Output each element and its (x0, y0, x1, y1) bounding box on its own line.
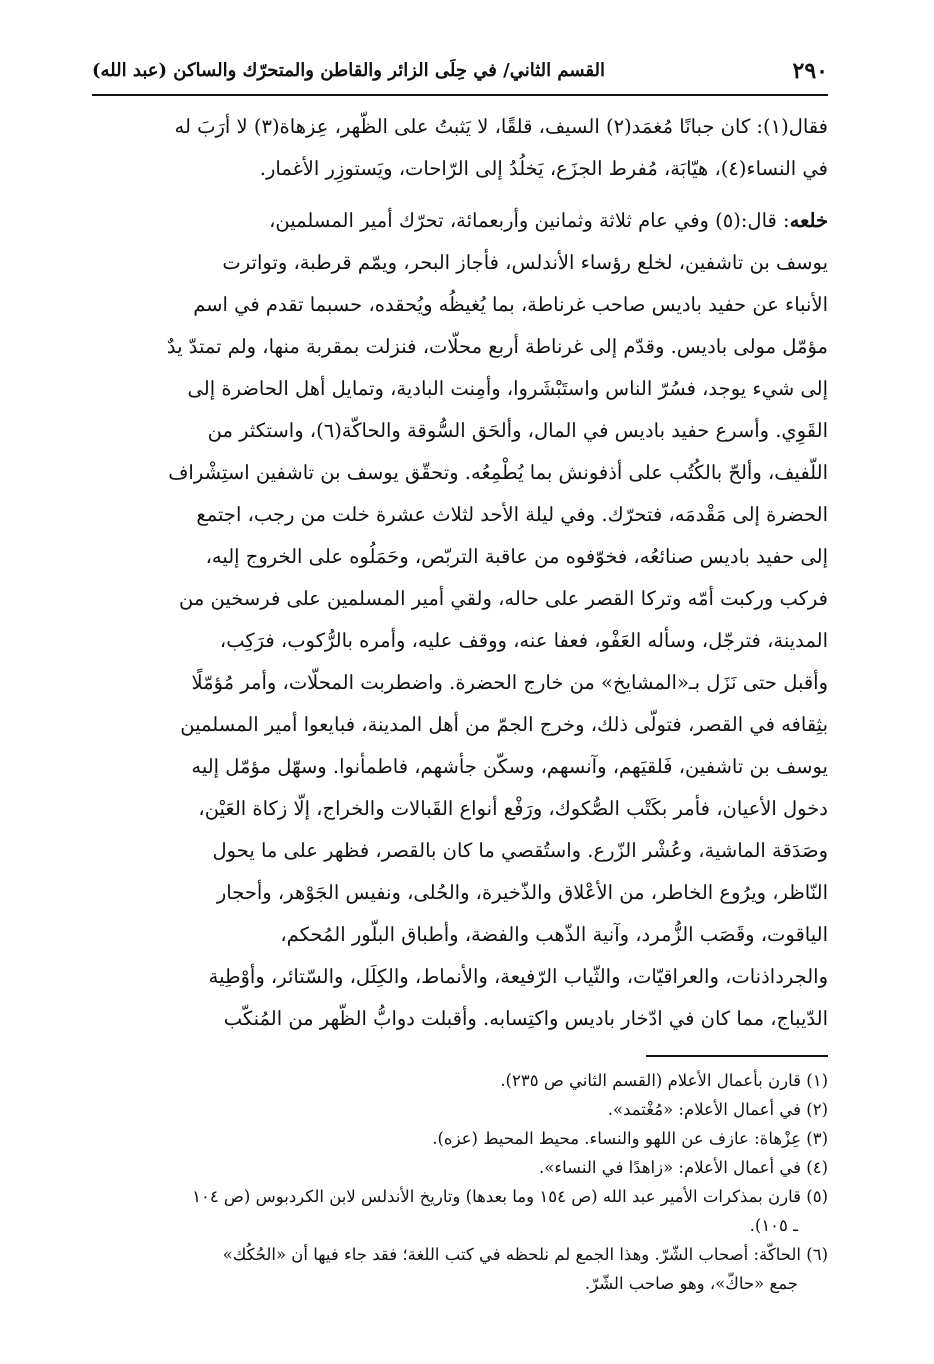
lead-line-rest: : قال:(٥) وفي عام ثلاثة وثمانين وأربعمائة، تحرّك أمير المسلمين، (269, 209, 790, 232)
header-rule (92, 94, 828, 96)
text-line: وصَدَقة الماشية، وعُشْر الزّرع. واستُقصي ما كان بالقصر، فظهر على ما يحول (212, 839, 828, 862)
text-line: فقال(١): كان جبانًا مُغمَد(٢) السيف، قلقًا، لا يَثبتُ على الظّهر، عِزهاة(٣) لا أرَبَ له (174, 115, 828, 138)
footnote-3 (92, 1124, 828, 1153)
footnote-4 (92, 1153, 828, 1182)
footnote-5 (92, 1182, 828, 1240)
footnote-line: (١) قارن بأعمال الأعلام (القسم الثاني ص ٢٣٥). (500, 1071, 828, 1090)
paragraph-gap (92, 190, 828, 200)
footnote-line: (٤) في أعمال الأعلام: «زاهدًا في النساء». (539, 1158, 828, 1177)
section-lead-word: خلعه (789, 209, 828, 232)
paragraph-2 (92, 200, 828, 1040)
text-line: إلى شيء يوجد، فسُرّ الناس واستَبْشَروا، وأمِنت البادية، وتمايل أهل الحاضرة إلى (187, 377, 828, 400)
page-number: ٢٩٠ (792, 58, 828, 84)
footnote-line: جمع «حاكّ»، وهو صاحب الشّرّ. (584, 1274, 798, 1293)
text-line: القَوِي. وأسرع حفيد باديس في المال، وألحَق السُّوقة والحاكّة(٦)، واستكثر من (207, 419, 828, 442)
text-line: المدينة، فترجّل، وسأله العَفْو، فعفا عنه، ووقف عليه، وأمره بالرُّكوب، فرَكِب، (219, 629, 828, 652)
text-line: وأقبل حتى نَزَل بـ«المشايخ» من خارج الحضرة. واضطربت المحلّات، وأمر مُؤمّلًا (191, 671, 828, 694)
text-line: النّاظر، ويرُوع الخاطر، من الأعْلاق والذّخيرة، والحُلى، ونفيس الجَوْهر، وأحجار (216, 881, 828, 904)
footnote-line: (٢) في أعمال الأعلام: «مُغْتمد». (607, 1100, 828, 1119)
footnote-separator (646, 1055, 828, 1057)
text-line: الدّيباج، مما كان في ادّخار باديس واكتِسابه. وأقبلت دوابُّ الظّهر من المُنكّب (223, 1007, 828, 1030)
footnote-1 (92, 1066, 828, 1095)
paragraph-1 (92, 106, 828, 190)
footnote-line: (٥) قارن بمذكرات الأمير عبد الله (ص ١٥٤ وما بعدها) وتاريخ الأندلس لابن الكردبوس (ص ١٠٤ (192, 1187, 828, 1206)
text-line: يوسف بن تاشفين، لخلع رؤساء الأندلس، فأجاز البحر، ويمّم قرطبة، وتواترت (222, 251, 828, 274)
footnote-2 (92, 1095, 828, 1124)
text-line: اللّفيف، وألحّ بالكُتُب على أذفونش بما يُطْمِعُه. وتحقّق يوسف بن تاشفين استِشْراف (168, 461, 828, 484)
text-line (92, 200, 828, 242)
footnote-line: (٦) الحاكّة: أصحاب الشّرّ. وهذا الجمع لم نلحظه في كتب اللغة؛ فقد جاء فيها أن «الحُكُك» (222, 1245, 828, 1264)
text-line: مؤمّل مولى باديس. وقدّم إلى غرناطة أربع محلّات، فنزلت بمقربة منها، ولم تمتدّ يدٌ (166, 335, 828, 358)
main-text (92, 106, 828, 1040)
footnote-6 (92, 1240, 828, 1298)
text-line: بثِقافه في القصر، فتولّى ذلك، وخرج الجمّ من أهل المدينة، فبايعوا أمير المسلمين (180, 713, 828, 736)
text-line: الحضرة إلى مَقْدمَه، فتحرّك. وفي ليلة الأحد لثلاث عشرة خلت من رجب، اجتمع (196, 503, 828, 526)
page-header (92, 52, 828, 96)
footnote-line: (٣) عِزْهاة: عازف عن اللهو والنساء. محيط المحيط (عزه). (432, 1129, 828, 1148)
text-line: إلى حفيد باديس صنائعُه، فخوّفوه من عاقبة التربّص، وحَمَلُوه على الخروج إليه، (205, 545, 828, 568)
text-line: دخول الأعيان، فأمر بكَتْب الصُّكوك، ورَفْع أنواع القَبالات والخراج، إلّا زكاة العَيْن، (198, 797, 828, 820)
text-line: والجرداذنات، والعراقيّات، والثّياب الرّفيعة، والأنماط، والكِلَل، والسّتائر، وأوْطِية (208, 965, 828, 988)
text-line: الأنباء عن حفيد باديس صاحب غرناطة، بما يُغيظُه ويُحقده، حسبما تقدم في اسم (193, 293, 828, 316)
text-line: يوسف بن تاشفين، فَلقيَهم، وآنسهم، وسكّن جأشهم، فاطمأنوا. وسهّل مؤمّل إليه (191, 755, 828, 778)
running-title: القسم الثاني/ في حِلَى الزائر والقاطن والمتحرّك والساكن (عبد الله) (92, 60, 606, 81)
footnote-line: ـ ١٠٥). (749, 1216, 798, 1235)
footnotes (92, 1066, 828, 1298)
text-line: الياقوت، وقَصَب الزُّمرد، وآنية الذّهب والفضة، وأطباق البلّور المُحكم، (280, 923, 828, 946)
text-line: فركب وركبت أمّه وتركا القصر على حاله، ولقي أمير المسلمين على فرسخين من (179, 587, 828, 610)
text-line: في النساء(٤)، هيّابَة، مُفرط الجزَع، يَخلُدُ إلى الرّاحات، ويَستوزِر الأغمار. (259, 157, 828, 180)
